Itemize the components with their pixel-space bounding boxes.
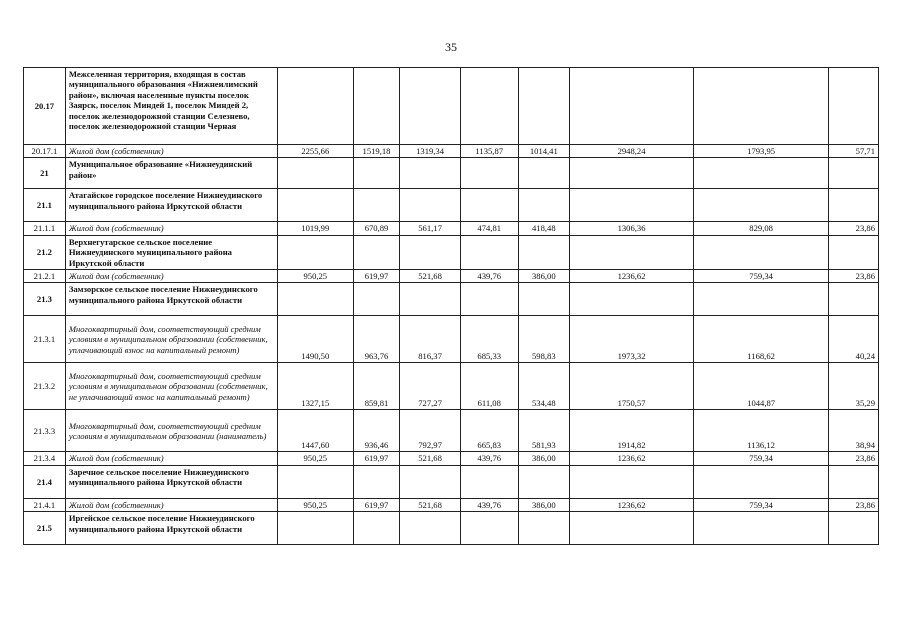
section-title: Замзорское сельское поселение Нижнеудинского муниципального района Иркутской области — [65, 283, 277, 316]
value-cell: 1044,87 — [694, 363, 829, 410]
value-cell: 727,27 — [400, 363, 460, 410]
empty-cell — [694, 512, 829, 545]
empty-cell — [518, 465, 569, 498]
value-cell: 2255,66 — [278, 145, 354, 158]
empty-cell — [400, 189, 460, 222]
section-row — [24, 465, 879, 498]
value-cell: 474,81 — [460, 222, 518, 235]
empty-cell — [460, 68, 518, 145]
section-row — [24, 235, 879, 269]
empty-cell — [694, 465, 829, 498]
value-cell: 1319,34 — [400, 145, 460, 158]
empty-cell — [353, 158, 400, 189]
section-row — [24, 189, 879, 222]
value-cell: 963,76 — [353, 316, 400, 363]
section-row — [24, 512, 879, 545]
row-code: 21.1 — [24, 189, 66, 222]
value-cell: 439,76 — [460, 498, 518, 511]
empty-cell — [278, 235, 354, 269]
value-cell: 23,86 — [828, 452, 878, 465]
value-cell: 665,83 — [460, 410, 518, 452]
row-code: 21.2.1 — [24, 270, 66, 283]
empty-cell — [694, 283, 829, 316]
empty-cell — [278, 68, 354, 145]
row-description: Многоквартирный дом, соответствующий средним условиям в муниципальном образовании (собственник, не уплачивающий взнос на капитальный ремонт) — [65, 363, 277, 410]
section-row — [24, 158, 879, 189]
value-cell: 534,48 — [518, 363, 569, 410]
empty-cell — [400, 512, 460, 545]
value-cell: 936,46 — [353, 410, 400, 452]
value-cell: 619,97 — [353, 270, 400, 283]
value-cell: 40,24 — [828, 316, 878, 363]
empty-cell — [694, 189, 829, 222]
empty-cell — [278, 512, 354, 545]
table-row — [24, 452, 879, 465]
empty-cell — [460, 189, 518, 222]
empty-cell — [400, 465, 460, 498]
empty-cell — [569, 68, 693, 145]
section-title: Межселенная территория, входящая в состав муниципального образования «Нижнеилимский район», включая населенные пункты поселок Заярск, поселок Миндей 1, поселок Миндей 2, поселок железнодорожной станции Селезнево, поселок железнодорожной станции Черная — [65, 68, 277, 145]
value-cell: 950,25 — [278, 498, 354, 511]
row-description: Жилой дом (собственник) — [65, 145, 277, 158]
section-title: Верхнегутарское сельское поселение Нижнеудинского муниципального района Иркутской области — [65, 235, 277, 269]
section-row — [24, 283, 879, 316]
value-cell: 1236,62 — [569, 498, 693, 511]
value-cell: 611,08 — [460, 363, 518, 410]
row-code: 20.17.1 — [24, 145, 66, 158]
value-cell: 23,86 — [828, 270, 878, 283]
value-cell: 581,93 — [518, 410, 569, 452]
empty-cell — [569, 283, 693, 316]
row-code: 21.2 — [24, 235, 66, 269]
empty-cell — [278, 158, 354, 189]
row-code: 21.3.3 — [24, 410, 66, 452]
row-code: 21 — [24, 158, 66, 189]
row-description: Жилой дом (собственник) — [65, 498, 277, 511]
row-code: 21.3.4 — [24, 452, 66, 465]
value-cell: 598,83 — [518, 316, 569, 363]
value-cell: 439,76 — [460, 270, 518, 283]
value-cell: 1973,32 — [569, 316, 693, 363]
value-cell: 561,17 — [400, 222, 460, 235]
empty-cell — [518, 158, 569, 189]
value-cell: 619,97 — [353, 452, 400, 465]
section-title: Иргейское сельское поселение Нижнеудинского муниципального района Иркутской области — [65, 512, 277, 545]
value-cell: 38,94 — [828, 410, 878, 452]
empty-cell — [278, 465, 354, 498]
section-title: Муниципальное образование «Нижнеудинский район» — [65, 158, 277, 189]
table-row — [24, 410, 879, 452]
row-description: Многоквартирный дом, соответствующий средним условиям в муниципальном образовании (собственник, уплачивающий взнос на капитальный ремонт) — [65, 316, 277, 363]
value-cell: 1327,15 — [278, 363, 354, 410]
value-cell: 386,00 — [518, 270, 569, 283]
empty-cell — [353, 189, 400, 222]
empty-cell — [518, 68, 569, 145]
value-cell: 816,37 — [400, 316, 460, 363]
empty-cell — [518, 189, 569, 222]
value-cell: 950,25 — [278, 270, 354, 283]
value-cell: 619,97 — [353, 498, 400, 511]
row-description: Многоквартирный дом, соответствующий средним условиям в муниципальном образовании (наниматель) — [65, 410, 277, 452]
table-row — [24, 270, 879, 283]
value-cell: 1306,36 — [569, 222, 693, 235]
empty-cell — [694, 158, 829, 189]
value-cell: 386,00 — [518, 498, 569, 511]
value-cell: 685,33 — [460, 316, 518, 363]
empty-cell — [353, 68, 400, 145]
value-cell: 1135,87 — [460, 145, 518, 158]
value-cell: 1914,82 — [569, 410, 693, 452]
value-cell: 57,71 — [828, 145, 878, 158]
value-cell: 521,68 — [400, 452, 460, 465]
value-cell: 418,48 — [518, 222, 569, 235]
table-row — [24, 145, 879, 158]
value-cell: 23,86 — [828, 222, 878, 235]
row-description: Жилой дом (собственник) — [65, 270, 277, 283]
table-body — [24, 68, 879, 545]
value-cell: 1793,95 — [694, 145, 829, 158]
empty-cell — [400, 158, 460, 189]
table-row — [24, 363, 879, 410]
empty-cell — [828, 68, 878, 145]
value-cell: 759,34 — [694, 498, 829, 511]
section-title: Атагайское городское поселение Нижнеудинского муниципального района Иркутской области — [65, 189, 277, 222]
value-cell: 2948,24 — [569, 145, 693, 158]
empty-cell — [278, 189, 354, 222]
empty-cell — [278, 283, 354, 316]
empty-cell — [569, 235, 693, 269]
value-cell: 1136,12 — [694, 410, 829, 452]
row-code: 21.5 — [24, 512, 66, 545]
value-cell: 859,81 — [353, 363, 400, 410]
page-number: 35 — [445, 40, 457, 54]
value-cell: 521,68 — [400, 270, 460, 283]
empty-cell — [460, 158, 518, 189]
row-code: 20.17 — [24, 68, 66, 145]
value-cell: 1750,57 — [569, 363, 693, 410]
tariff-table — [23, 67, 879, 545]
value-cell: 1490,50 — [278, 316, 354, 363]
value-cell: 439,76 — [460, 452, 518, 465]
empty-cell — [460, 465, 518, 498]
empty-cell — [353, 512, 400, 545]
value-cell: 670,89 — [353, 222, 400, 235]
value-cell: 1519,18 — [353, 145, 400, 158]
empty-cell — [828, 235, 878, 269]
row-code: 21.1.1 — [24, 222, 66, 235]
section-title: Заречное сельское поселение Нижнеудинского муниципального района Иркутской области — [65, 465, 277, 498]
value-cell: 1019,99 — [278, 222, 354, 235]
empty-cell — [460, 512, 518, 545]
empty-cell — [400, 283, 460, 316]
value-cell: 1236,62 — [569, 270, 693, 283]
value-cell: 829,08 — [694, 222, 829, 235]
section-row — [24, 68, 879, 145]
empty-cell — [518, 283, 569, 316]
empty-cell — [828, 512, 878, 545]
empty-cell — [460, 283, 518, 316]
table-row — [24, 498, 879, 511]
value-cell: 1447,60 — [278, 410, 354, 452]
row-code: 21.4.1 — [24, 498, 66, 511]
empty-cell — [353, 283, 400, 316]
row-description: Жилой дом (собственник) — [65, 452, 277, 465]
empty-cell — [353, 465, 400, 498]
empty-cell — [400, 68, 460, 145]
empty-cell — [569, 465, 693, 498]
row-code: 21.3.2 — [24, 363, 66, 410]
empty-cell — [828, 189, 878, 222]
value-cell: 1168,62 — [694, 316, 829, 363]
table-row — [24, 222, 879, 235]
empty-cell — [518, 235, 569, 269]
value-cell: 386,00 — [518, 452, 569, 465]
empty-cell — [460, 235, 518, 269]
empty-cell — [694, 68, 829, 145]
empty-cell — [694, 235, 829, 269]
row-code: 21.3 — [24, 283, 66, 316]
empty-cell — [828, 158, 878, 189]
row-description: Жилой дом (собственник) — [65, 222, 277, 235]
table-row — [24, 316, 879, 363]
value-cell: 35,29 — [828, 363, 878, 410]
value-cell: 950,25 — [278, 452, 354, 465]
value-cell: 1014,41 — [518, 145, 569, 158]
value-cell: 759,34 — [694, 270, 829, 283]
empty-cell — [569, 189, 693, 222]
empty-cell — [400, 235, 460, 269]
empty-cell — [353, 235, 400, 269]
empty-cell — [518, 512, 569, 545]
empty-cell — [828, 283, 878, 316]
row-code: 21.4 — [24, 465, 66, 498]
value-cell: 759,34 — [694, 452, 829, 465]
empty-cell — [828, 465, 878, 498]
empty-cell — [569, 512, 693, 545]
value-cell: 23,86 — [828, 498, 878, 511]
value-cell: 521,68 — [400, 498, 460, 511]
value-cell: 1236,62 — [569, 452, 693, 465]
empty-cell — [569, 158, 693, 189]
row-code: 21.3.1 — [24, 316, 66, 363]
value-cell: 792,97 — [400, 410, 460, 452]
